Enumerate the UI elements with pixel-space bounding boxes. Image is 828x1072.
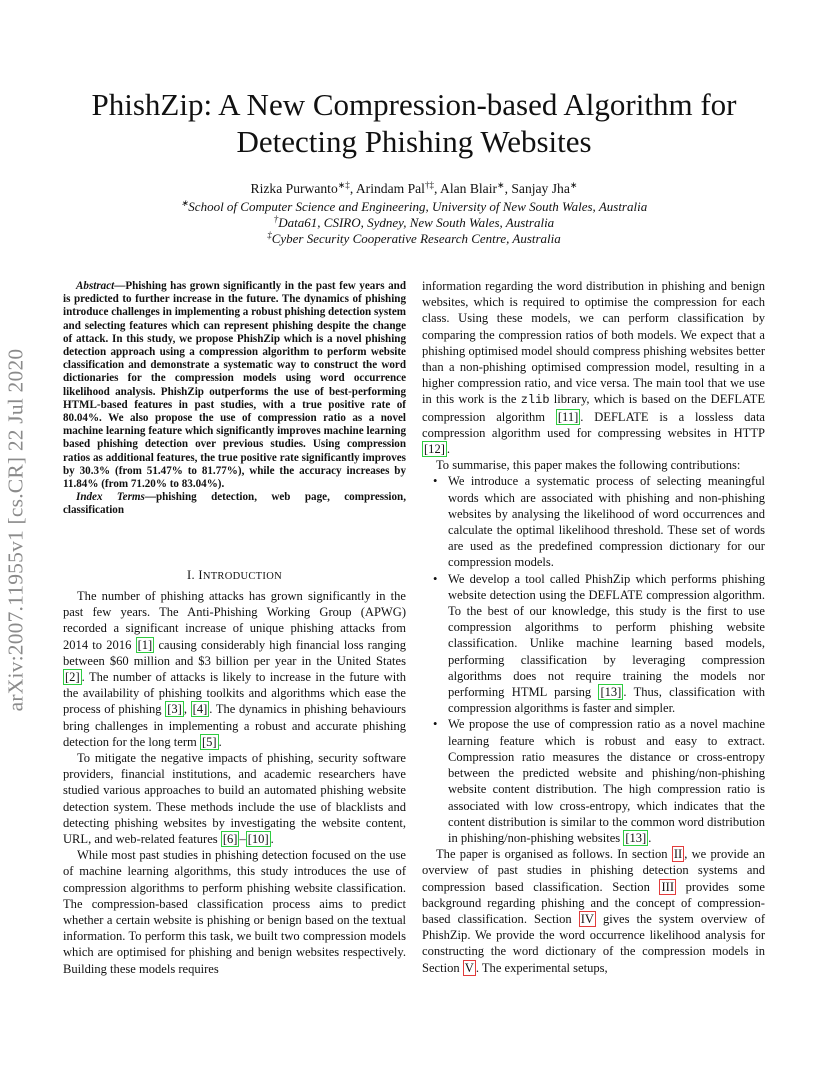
abstract xyxy=(63,280,406,518)
affiliation-mark: ‡ xyxy=(267,230,272,240)
author-mark: †‡ xyxy=(424,180,434,190)
section-link[interactable]: IV xyxy=(580,911,594,926)
index-terms xyxy=(63,491,406,517)
section-link[interactable]: II xyxy=(673,847,683,862)
author-mark: ∗ xyxy=(497,180,505,190)
citation-link[interactable]: [3] xyxy=(167,702,182,717)
title-line-1: PhishZip: A New Compression-based Algorithm for xyxy=(91,87,737,122)
text-run: We develop a tool called PhishZip which performs phishing website detection using the DEFLATE compression algorithm. To the best of our knowledge, this study is the first to use compression algorithms to perform phishing website classification. Unlike machine learning based models, performing classification by leveraging compression algorithms does not require training the models nor performing HTML parsing xyxy=(448,571,765,700)
list-item xyxy=(422,571,765,717)
citation-link[interactable]: [11] xyxy=(557,409,579,424)
text-run: The paper is organised as follows. In section xyxy=(436,847,672,862)
arxiv-identifier[interactable]: arXiv:2007.11955v1 [cs.CR] 22 Jul 2020 xyxy=(3,348,28,712)
contributions-intro: To summarise, this paper makes the following contributions: xyxy=(436,458,741,473)
text-run: provides some background regarding phishing and the concept of compression-based classification. Section xyxy=(422,879,765,926)
right-column-body xyxy=(422,278,765,976)
citation-link[interactable]: [1] xyxy=(137,637,153,652)
text-run: We propose the use of compression ratio as a novel machine learning feature which is robust and easy to extract. Compression ratio measures the distance or cross-entropy between the predicted website and phishing/non-phishing website content distribution. The high compression ratio is associated with low cross-entropy, which indicates that the content distribution is similar to the common word distribution in phishing/non-phishing websites xyxy=(448,717,765,845)
text-run: . DEFLATE is a lossless data compression algorithm used for compressing websites in HTTP xyxy=(422,409,765,440)
affiliation-cscrc xyxy=(40,231,788,247)
affiliation-text: Data61, CSIRO, Sydney, New South Wales, Australia xyxy=(278,215,555,230)
author-name: Alan Blair xyxy=(440,181,498,196)
index-terms-label: Index Terms xyxy=(76,491,145,504)
text-run: The number of phishing attacks has grown significantly in the past few years. The Anti-Phishing Working Group (APWG) recorded a significant increase of unique phishing attacks from 2014 to 2016 xyxy=(63,589,406,652)
intro-paragraph-3: While most past studies in phishing detection focused on the use of machine learning algorithms, this study introduces the use of compression algorithms to perform phishing website classification. The compression-based classification process aims to predict whether a certain website is phishing or benign based on the textual information. To perform this task, we built two compression models which are optimised for phishing and benign websites respectively. Building these models requires xyxy=(63,848,406,976)
abstract-paragraph xyxy=(63,280,406,491)
author-list: Rizka Purwanto∗‡, Arindam Pal†‡, Alan Blair∗, Sanjay Jha∗ xyxy=(250,180,578,196)
index-terms-text: —phishing detection, web page, compression, classification xyxy=(63,491,406,517)
text-run: . xyxy=(446,442,451,457)
section-link[interactable]: V xyxy=(464,960,474,975)
citation-link[interactable]: [4] xyxy=(192,702,208,717)
citation-link[interactable]: [13] xyxy=(625,830,647,845)
citation-link[interactable]: [12] xyxy=(424,442,445,457)
author-name: Rizka Purwanto xyxy=(250,181,338,196)
text-run: gives the system overview of PhishZip. We provide the word occurrence likelihood analysis for constructing the word dictionary of the compression models in Section xyxy=(422,911,765,975)
citation-link[interactable]: [10] xyxy=(247,832,269,847)
intro-paragraph-4 xyxy=(422,278,765,457)
text-run: . The number of attacks is likely to increase in the future with the availability of phishing toolkits and algorithms which ease the process of phishing xyxy=(63,670,406,717)
section-heading-introduction xyxy=(63,568,406,583)
citation-link[interactable]: [2] xyxy=(65,670,80,685)
affiliation-mark: † xyxy=(273,214,279,224)
affiliation-data61 xyxy=(40,215,788,231)
text-run: . xyxy=(648,830,652,845)
bullet-icon: • xyxy=(433,474,438,489)
section-numeral: I. xyxy=(187,568,195,582)
text-run: information regarding the word distribution in phishing and benign websites, which is required to optimise the compression for each class. Using these models, we can perform classification by comparing the compression ratios of both models. We expect that a phishing optimised model should compress phishing websites better than a non-phishing optimised compression model, resulting in a higher compression ratio, and vice versa. The main tool that we use in this work is the xyxy=(422,279,765,407)
section-title-rest: NTRODUCTION xyxy=(202,571,282,582)
text-run: , xyxy=(183,702,191,717)
list-item xyxy=(422,716,765,846)
citation-link[interactable]: [5] xyxy=(201,734,217,749)
author-mark: ∗‡ xyxy=(337,180,350,190)
affiliation-text: School of Computer Science and Engineering, University of New South Wales, Australia xyxy=(188,199,648,214)
abstract-label: Abstract xyxy=(76,280,115,292)
text-run: . The dynamics in phishing behaviours bring challenges in implementing a robust and accurate phishing detection for the long term xyxy=(63,702,406,749)
bullet-icon: • xyxy=(433,717,438,732)
text-run: . The experimental setups, xyxy=(475,960,608,975)
text-run: We introduce a systematic process of selecting meaningful words which are associated with phishing and non-phishing websites by analysing the likelihood of word occurrences and calculate the optimal likelihood threshold. These set of words are used as the predefined compression dictionary for our compression models. xyxy=(448,474,765,570)
text-run: . xyxy=(218,734,222,749)
affiliation-mark: ∗ xyxy=(180,198,189,208)
author-mark: ∗ xyxy=(569,180,578,190)
abstract-text: —Phishing has grown significantly in the past few years and is predicted to further increase in the future. The dynamics of phishing introduce challenges in implementing a robust phishing detection system and selecting features which can represent phishing despite the change of attack. In this study, we propose PhishZip which is a novel phishing detection approach using a compression algorithm to perform website classification and demonstrate a systematic way to construct the word dictionaries for the compression models using word occurrence likelihood analysis. PhishZip outperforms the use of best-performing HTML-based features in past studies, with a true positive rate of 80.04%. We also propose the use of compression ratio as a novel machine learning feature which significantly improves machine learning based phishing detection over previous studies. Using compression ratios as additional features, the true positive rate significantly improves by 30.3% (from 51.47% to 81.77%), while the accuracy increases by 11.84% (from 71.20% to 83.04%). xyxy=(63,280,406,491)
text-run: causing considerably high financial loss ranging between $60 million and $3 billion per year in the United States xyxy=(63,637,406,668)
author-name: Arindam Pal xyxy=(355,181,425,196)
intro-paragraph-1 xyxy=(63,588,406,750)
intro-paragraph-2 xyxy=(63,750,406,847)
text-run: , we provide an overview of past studies in phishing detection systems and compression based classification. Section xyxy=(422,847,765,894)
affiliation-text: Cyber Security Cooperative Research Centre, Australia xyxy=(271,231,561,246)
citation-link[interactable]: [6] xyxy=(222,832,238,847)
paper-title xyxy=(40,86,788,160)
contribution-list xyxy=(422,473,765,846)
affiliation-unsw xyxy=(40,199,788,215)
left-column-body xyxy=(63,588,406,977)
text-run: library, which is based on the DEFLATE compression algorithm xyxy=(422,392,766,424)
author-name: Sanjay Jha xyxy=(511,181,570,196)
inline-code: zlib xyxy=(520,393,550,408)
section-link[interactable]: III xyxy=(661,879,675,894)
section-title-first: I xyxy=(198,568,203,582)
paper-organisation-paragraph xyxy=(422,846,765,976)
text-run: – xyxy=(239,832,246,847)
title-line-2: Detecting Phishing Websites xyxy=(236,124,592,159)
citation-link[interactable]: [13] xyxy=(600,685,622,700)
bullet-icon: • xyxy=(433,571,438,586)
text-run: . Thus, classification with compression algorithms is faster and simpler. xyxy=(448,685,765,716)
list-item xyxy=(422,473,765,570)
text-run: . xyxy=(270,832,274,847)
text-run: To mitigate the negative impacts of phishing, security software providers, financial institutions, and academic researchers have studied various approaches to build an automated phishing website detection system. These methods include the use of blacklists and detecting phishing websites by investigating the website content, URL, and web-related features xyxy=(63,751,406,847)
